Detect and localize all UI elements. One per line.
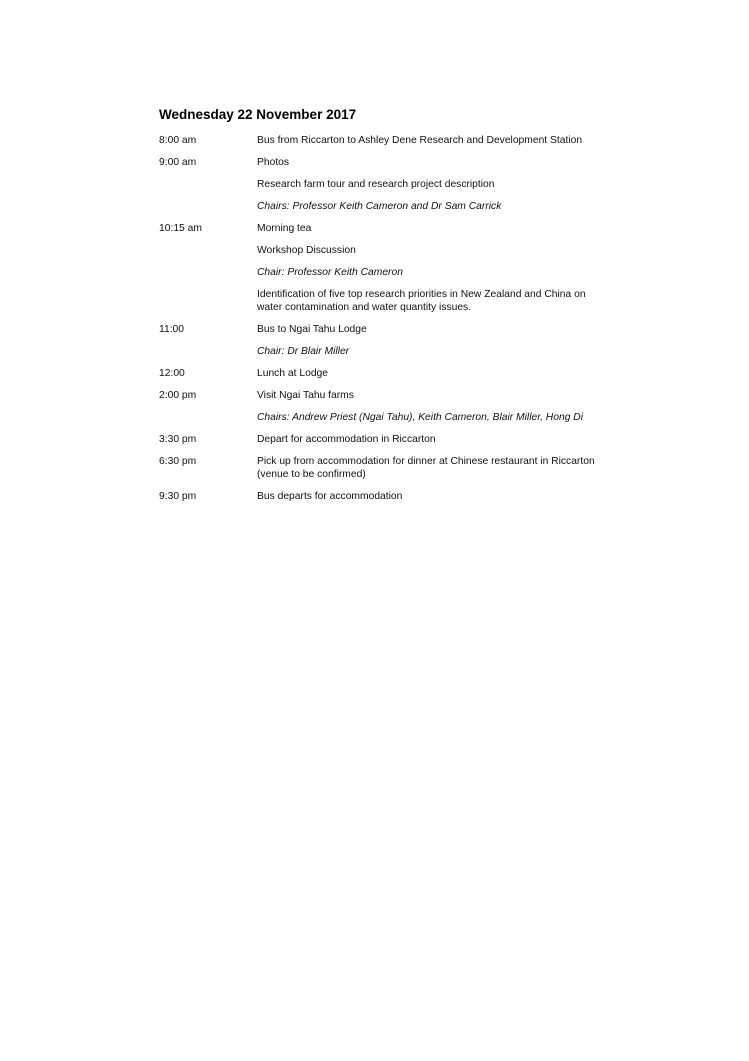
schedule-row: [159, 323, 599, 336]
schedule-chair-note: Chair: Professor Keith Cameron: [257, 267, 403, 278]
schedule-description: Identification of five top research priorities in New Zealand and China on water contamination and water quantity issues.: [257, 289, 586, 313]
schedule-time: 6:30 pm: [159, 456, 197, 467]
schedule-description: Lunch at Lodge: [257, 368, 328, 379]
schedule-time: 12:00: [159, 368, 185, 379]
schedule-description: Visit Ngai Tahu farms: [257, 390, 354, 401]
schedule-row: [159, 134, 599, 147]
schedule-row: [159, 288, 599, 314]
schedule-description: Morning tea: [257, 223, 312, 234]
schedule-description: Pick up from accommodation for dinner at Chinese restaurant in Riccarton (venue to be confirmed): [257, 456, 595, 480]
schedule-row: [159, 244, 599, 257]
schedule-row: [159, 433, 599, 446]
schedule-row: [159, 200, 599, 213]
schedule-chair-note: Chair: Dr Blair Miller: [257, 346, 350, 357]
schedule-description: Bus to Ngai Tahu Lodge: [257, 324, 367, 335]
schedule-description: Bus departs for accommodation: [257, 491, 403, 502]
schedule-time: 9:00 am: [159, 157, 197, 168]
schedule-row: [159, 266, 599, 279]
schedule-row: [159, 222, 599, 235]
schedule-time: 11:00: [159, 324, 185, 335]
schedule-time: 2:00 pm: [159, 390, 197, 401]
schedule-description: Workshop Discussion: [257, 245, 356, 256]
schedule-chair-note: Chairs: Professor Keith Cameron and Dr Sam Carrick: [257, 201, 502, 212]
schedule-row: [159, 389, 599, 402]
schedule-description: Research farm tour and research project description: [257, 179, 495, 190]
schedule-row: [159, 411, 599, 424]
schedule-description: Bus from Riccarton to Ashley Dene Research and Development Station: [257, 135, 583, 146]
schedule-row: [159, 490, 599, 503]
schedule-time: 9:30 pm: [159, 491, 197, 502]
schedule-time: 10:15 am: [159, 223, 202, 234]
page-title: Wednesday 22 November 2017: [159, 107, 357, 122]
schedule-description: Photos: [257, 157, 290, 168]
schedule-list: [159, 134, 599, 512]
schedule-row: [159, 178, 599, 191]
schedule-chair-note: Chairs: Andrew Priest (Ngai Tahu), Keith Cameron, Blair Miller, Hong Di: [257, 412, 584, 423]
schedule-time: 8:00 am: [159, 135, 197, 146]
schedule-row: [159, 367, 599, 380]
schedule-row: [159, 156, 599, 169]
schedule-row: [159, 455, 599, 481]
schedule-time: 3:30 pm: [159, 434, 197, 445]
schedule-row: [159, 345, 599, 358]
schedule-description: Depart for accommodation in Riccarton: [257, 434, 436, 445]
